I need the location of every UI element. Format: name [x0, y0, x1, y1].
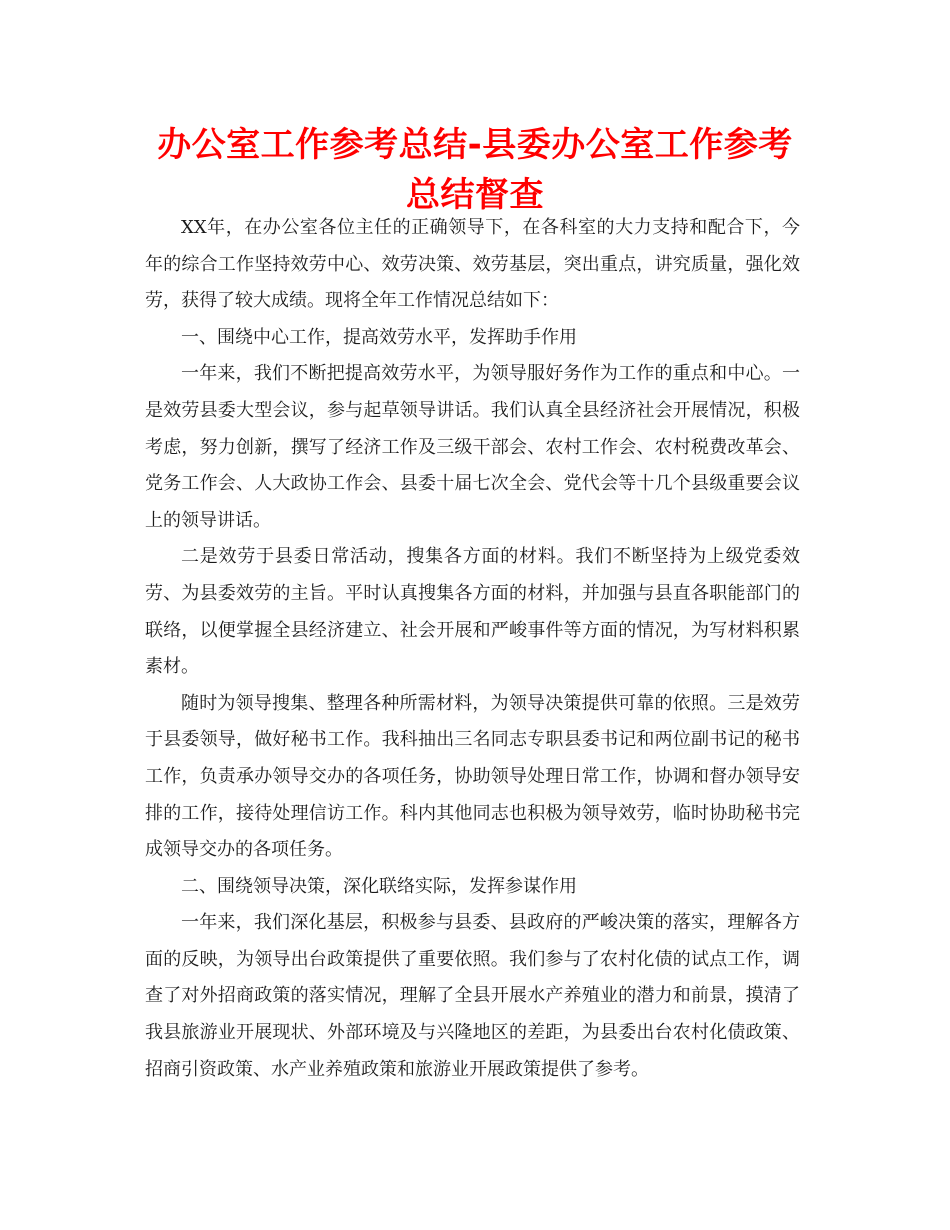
document-body [145, 210, 800, 1088]
paragraph-section1-a: 一年来，我们不断把提高效劳水平，为领导服好务作为工作的重点和中心。一是效劳县委大型会议，参与起草领导讲话。我们认真全县经济社会开展情况，积极考虑，努力创新，撰写了经济工作及三级干部会、农村工作会、农村税费改革会、党务工作会、人大政协工作会、县委十届七次全会、党代会等十几个县级重要会议上的领导讲话。 [145, 363, 800, 531]
document-title: 办公室工作参考总结-县委办公室工作参考总结督查 [157, 125, 793, 215]
paragraph-intro: XX年，在办公室各位主任的正确领导下，在各科室的大力支持和配合下，今年的综合工作坚持效劳中心、效劳决策、效劳基层，突出重点，讲究质量，强化效劳，获得了较大成绩。现将全年工作情况总结如下： [145, 217, 800, 312]
paragraph-section1-c: 随时为领导搜集、整理各种所需材料，为领导决策提供可靠的依照。三是效劳于县委领导，做好秘书工作。我科抽出三名同志专职县委书记和两位副书记的秘书工作，负责承办领导交办的各项任务，协助领导处理日常工作，协调和督办领导安排的工作，接待处理信访工作。科内其他同志也积极为领导效劳，临时协助秘书完成领导交办的各项任务。 [145, 692, 800, 861]
paragraph-section1-b: 二是效劳于县委日常活动，搜集各方面的材料。我们不断坚持为上级党委效劳、为县委效劳的主旨。平时认真搜集各方面的材料，并加强与县直各职能部门的联络，以便掌握全县经济建立、社会开展和严峻事件等方面的情况，为写材料积累素材。 [145, 546, 800, 678]
paragraph-section2-a: 一年来，我们深化基层，积极参与县委、县政府的严峻决策的落实，理解各方面的反映，为领导出台政策提供了重要依照。我们参与了农村化债的试点工作，调查了对外招商政策的落实情况，理解了全县开展水产养殖业的潜力和前景，摸清了我县旅游业开展现状、外部环境及与兴隆地区的差距，为县委出台农村化债政策、招商引资政策、水产业养殖政策和旅游业开展政策提供了参考。 [145, 912, 800, 1080]
section-heading-1: 一、围绕中心工作，提高效劳水平，发挥助手作用 [181, 326, 577, 348]
section-heading-2: 二、围绕领导决策，深化联络实际，发挥参谋作用 [181, 875, 577, 897]
